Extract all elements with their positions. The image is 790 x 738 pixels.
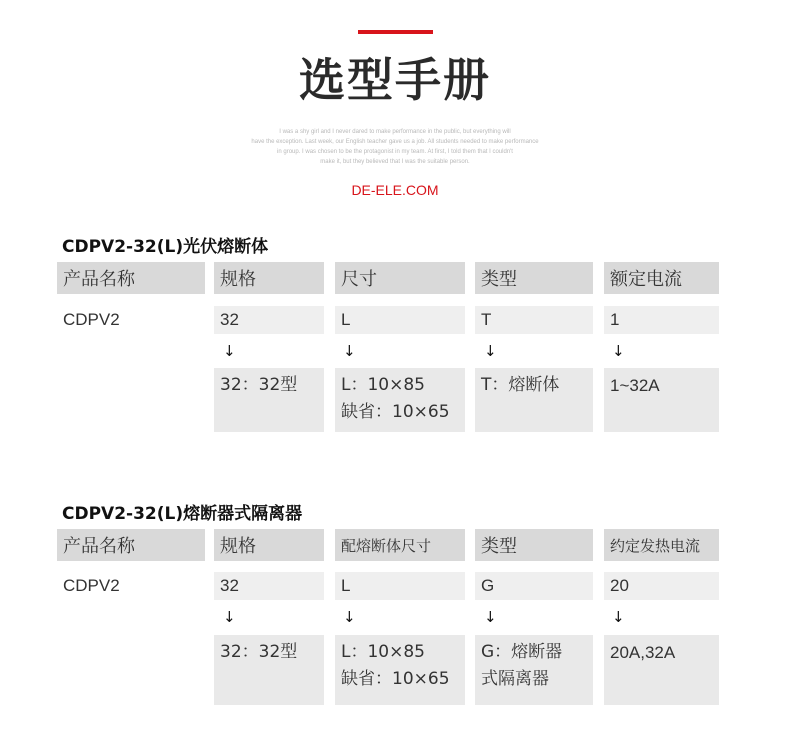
desc-line: T：熔断体 <box>481 375 560 395</box>
desc-line: 32：32型 <box>220 642 298 662</box>
down-arrow-icon: ↓ <box>223 608 236 626</box>
header-product-name: 产品名称 <box>57 262 205 294</box>
desc-line: 32：32型 <box>220 375 298 395</box>
section-title: CDPV2-32(L)熔断器式隔离器 <box>62 504 303 524</box>
desc-spec <box>214 635 324 705</box>
desc-line: 缺省：10×65 <box>341 669 450 689</box>
desc-line: 20A,32A <box>610 643 676 662</box>
down-arrow-icon: ↓ <box>484 608 497 626</box>
header-type: 类型 <box>475 262 593 294</box>
desc-thermal-current <box>604 635 719 705</box>
value-spec: 32 <box>214 572 324 600</box>
value-thermal-current: 20 <box>604 572 719 600</box>
header-spec: 规格 <box>214 262 324 294</box>
header-spec: 规格 <box>214 529 324 561</box>
desc-line: 缺省：10×65 <box>341 402 450 422</box>
header-fuse-size: 配熔断体尺寸 <box>335 529 465 561</box>
desc-rated-current <box>604 368 719 432</box>
desc-line: L：10×85 <box>341 375 425 395</box>
desc-line: L：10×85 <box>341 642 425 662</box>
down-arrow-icon: ↓ <box>223 342 236 360</box>
blurb-line: make it, but they believed that I was the suitable person. <box>320 159 470 165</box>
header-thermal-current: 约定发热电流 <box>604 529 719 561</box>
header-rated-current: 额定电流 <box>604 262 719 294</box>
desc-size <box>335 368 465 432</box>
value-fuse-size: L <box>335 572 465 600</box>
down-arrow-icon: ↓ <box>612 608 625 626</box>
value-spec: 32 <box>214 306 324 334</box>
intro-blurb <box>215 127 575 167</box>
header-size: 尺寸 <box>335 262 465 294</box>
value-type: T <box>475 306 593 334</box>
value-rated-current: 1 <box>604 306 719 334</box>
down-arrow-icon: ↓ <box>612 342 625 360</box>
desc-spec <box>214 368 324 432</box>
header-product-name: 产品名称 <box>57 529 205 561</box>
title-accent-line <box>358 30 433 34</box>
value-size: L <box>335 306 465 334</box>
header-type: 类型 <box>475 529 593 561</box>
page-title: 选型手册 <box>299 53 491 107</box>
value-product-name: CDPV2 <box>63 310 120 329</box>
desc-line: 式隔离器 <box>481 669 549 689</box>
down-arrow-icon: ↓ <box>343 342 356 360</box>
desc-type <box>475 635 593 705</box>
value-product-name: CDPV2 <box>63 576 120 595</box>
down-arrow-icon: ↓ <box>484 342 497 360</box>
section-title: CDPV2-32(L)光伏熔断体 <box>62 237 269 257</box>
blurb-line: in group. I was chosen to be the protagonist in my team. At first, I told them that I couldn't <box>277 149 513 155</box>
blurb-line: have the exception. Last week, our English teacher gave us a job. All students needed to make performance <box>251 139 539 145</box>
brand-link[interactable]: DE-ELE.COM <box>351 182 439 198</box>
desc-line: G：熔断器 <box>481 642 563 662</box>
value-type: G <box>475 572 593 600</box>
desc-line: 1~32A <box>610 376 660 395</box>
blurb-line: I was a shy girl and I never dared to make performance in the public, but everything will <box>279 129 511 135</box>
desc-fuse-size <box>335 635 465 705</box>
down-arrow-icon: ↓ <box>343 608 356 626</box>
desc-type <box>475 368 593 432</box>
